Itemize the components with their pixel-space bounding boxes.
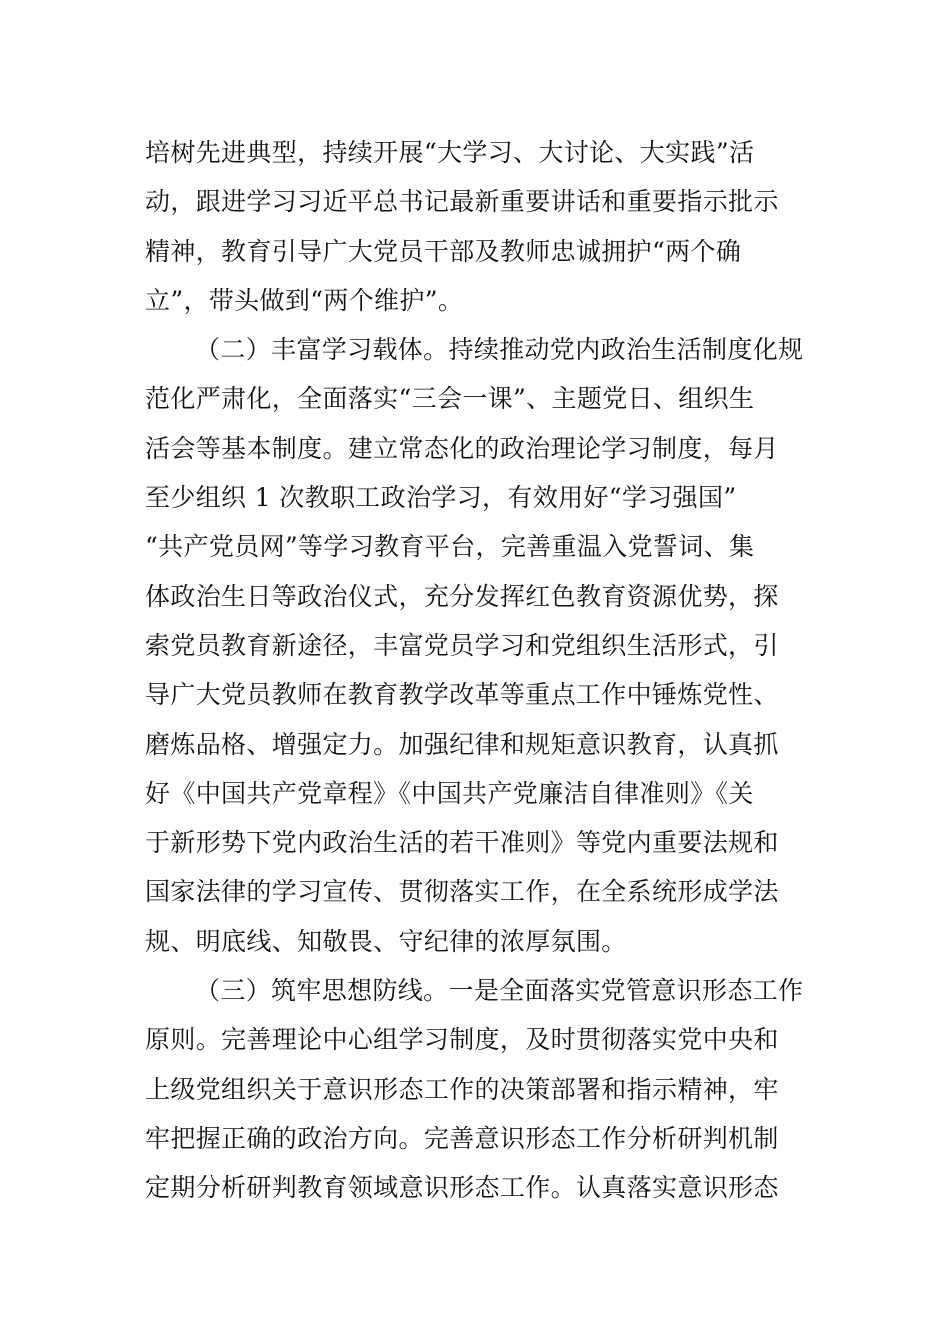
text-line: 国家法律的学习宣传、贯彻落实工作，在全系统形成学法 — [145, 877, 779, 907]
text-line: 上级党组织关于意识形态工作的决策部署和指示精神，牢 — [145, 1074, 779, 1104]
paragraph-first-line: （三）筑牢思想防线。一是全面落实党管意识形态工作 — [195, 976, 804, 1006]
text-line: 体政治生日等政治仪式，充分发挥红色教育资源优势，探 — [145, 581, 779, 611]
text-line: 至少组织 1 次教职工政治学习，有效用好“学习强国” — [145, 483, 737, 513]
paragraph-first-line: （二）丰富学习载体。持续推动党内政治生活制度化规 — [195, 335, 804, 365]
text-line: 导广大党员教师在教育教学改革等重点工作中锤炼党性、 — [145, 680, 779, 710]
text-line: 好《中国共产党章程》《中国共产党廉洁自律准则》《关 — [145, 778, 754, 808]
text-line: 牢把握正确的政治方向。完善意识形态工作分析研判机制 — [145, 1123, 779, 1153]
text-line: 立”，带头做到“两个维护”。 — [145, 285, 464, 315]
text-line: 动，跟进学习习近平总书记最新重要讲话和重要指示批示 — [145, 187, 779, 217]
text-line: “共产党员网”等学习教育平台，完善重温入党誓词、集 — [145, 532, 755, 562]
text-line: 索党员教育新途径，丰富党员学习和党组织生活形式，引 — [145, 630, 779, 660]
body-text — [145, 128, 810, 1213]
text-line: 于新形势下党内政治生活的若干准则》等党内重要法规和 — [145, 828, 779, 858]
text-line: 培树先进典型，持续开展“大学习、大讨论、大实践”活 — [145, 138, 755, 167]
text-line: 活会等基本制度。建立常态化的政治理论学习制度，每月 — [145, 433, 779, 463]
text-line: 范化严肃化，全面落实“三会一课”、主题党日、组织生 — [145, 384, 755, 414]
text-line: 定期分析研判教育领域意识形态工作。认真落实意识形态 — [145, 1173, 779, 1203]
text-line: 精神，教育引导广大党员干部及教师忠诚拥护“两个确 — [145, 236, 742, 266]
text-line: 规、明底线、知敬畏、守纪律的浓厚氛围。 — [145, 926, 627, 956]
text-line: 磨炼品格、增强定力。加强纪律和规矩意识教育，认真抓 — [145, 729, 779, 759]
text-line: 原则。完善理论中心组学习制度，及时贯彻落实党中央和 — [145, 1025, 779, 1055]
